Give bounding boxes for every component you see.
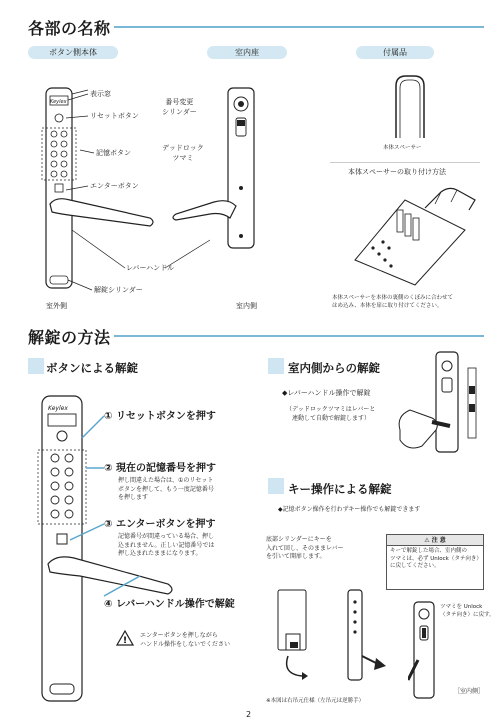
- caution-text: エンターボタンを押しながら ハンドル操作をしないでください: [140, 632, 231, 648]
- heading-square-2: [268, 358, 284, 374]
- label-memory-buttons: 記憶ボタン: [96, 149, 131, 157]
- step-4: [104, 598, 235, 611]
- section-title-unlock: 解錠の方法: [28, 328, 111, 347]
- key-unlock-title: キー操作による解錠: [288, 482, 392, 496]
- heading-square-3: [268, 478, 284, 494]
- caution-icon: [116, 630, 134, 646]
- note-header: [387, 535, 483, 546]
- spacer-install-illustration: [345, 180, 485, 290]
- caption-outside: 室外側: [46, 302, 67, 310]
- tab-inner-seat: 室内座: [207, 46, 287, 59]
- note-warning-icon: ⚠: [424, 537, 430, 544]
- key-unlock-bullet: ◆記憶ボタン操作を行わずキー操作でも解錠できます: [278, 506, 421, 513]
- step-3-label: ③ エンターボタンを押す: [104, 519, 216, 530]
- step-1-label: ① リセットボタンを押す: [104, 411, 216, 422]
- label-code-change-cylinder: 番号変更 シリンダー: [162, 98, 197, 116]
- inner-knob-illustration: [408, 600, 442, 700]
- brand-mark: Keylex: [50, 99, 67, 105]
- svg-text:!: !: [122, 636, 128, 646]
- spacer-howto-text: 本体スペーサーを本体の裏側のくぼみに合わせて はめ込み、本体を扉に取り付けてください。: [332, 295, 454, 309]
- inner-unlock-bullet: ◆レバーハンドル操作で解錠: [282, 389, 371, 397]
- caption-inside: 室内側: [236, 302, 257, 310]
- page-number: 2: [246, 710, 252, 719]
- tab-accessories: 付属品: [356, 46, 434, 59]
- knob-unlock-label: ツマミを Unlock （タテ向き）に戻す。: [440, 604, 495, 618]
- button-unlock-title: ボタンによる解錠: [46, 361, 138, 375]
- spacer-howto-title: 本体スペーサーの取り付け方法: [348, 168, 446, 176]
- note-header-text: 注 意: [431, 537, 446, 544]
- inner-side-caption: ［室内側］: [454, 688, 485, 695]
- label-deadlock-knob: デッドロック ツマミ: [162, 144, 204, 162]
- label-unlock-cylinder: 解錠シリンダー: [94, 286, 143, 294]
- tab-button-body: ボタン側本体: [28, 46, 118, 59]
- label-lever-handle: レバーハンドル: [126, 264, 175, 272]
- key-turn-illustration: [262, 586, 392, 686]
- step-3: [104, 518, 216, 559]
- step-2: [104, 462, 216, 503]
- inner-unlock-title: 室内側からの解錠: [288, 361, 380, 375]
- brand-mark-large: Keylex: [48, 405, 68, 412]
- note-box: [386, 534, 484, 590]
- heading-square: [28, 358, 44, 374]
- label-display-window: 表示窓: [90, 90, 111, 98]
- step-3-desc: 記憶番号が間違っている場合、押し 込まれません。正しい記憶番号では 押し込まれたままになります。: [118, 533, 215, 557]
- key-unlock-desc: 底部シリンダーにキーを 入れて回し、そのままレバー を引いて開扉します。: [266, 536, 344, 560]
- step-1: [104, 410, 216, 423]
- inner-unlock-desc: （デッドロックツマミはレバーと 連動して自動で解錠します）: [286, 406, 376, 422]
- spacer-illustration: [390, 72, 430, 142]
- label-body-spacer: 本体スペーサー: [383, 145, 422, 151]
- note-body: キーで解錠した場合、室内側の ツマミは、必ず Unlock（タテ向き） に戻してください。: [390, 548, 482, 569]
- step-2-desc: 押し間違えた場合は、①のリセット ボタンを押して、もう一度記憶番号 を押します: [118, 477, 214, 501]
- label-reset-button: リセットボタン: [90, 112, 139, 120]
- step-2-label: ② 現在の記憶番号を押す: [104, 463, 216, 474]
- section-title-parts: 各部の名称: [28, 19, 111, 38]
- step-4-label: ④ レバーハンドル操作で解錠: [104, 599, 235, 610]
- key-footnote: ※本図は右吊元仕様（左吊元は逆勝手）: [266, 698, 365, 704]
- label-enter-button: エンターボタン: [90, 182, 139, 190]
- inner-hand-illustration: [392, 348, 492, 458]
- accessories-divider: [330, 162, 480, 163]
- section-rule-2: [114, 335, 484, 337]
